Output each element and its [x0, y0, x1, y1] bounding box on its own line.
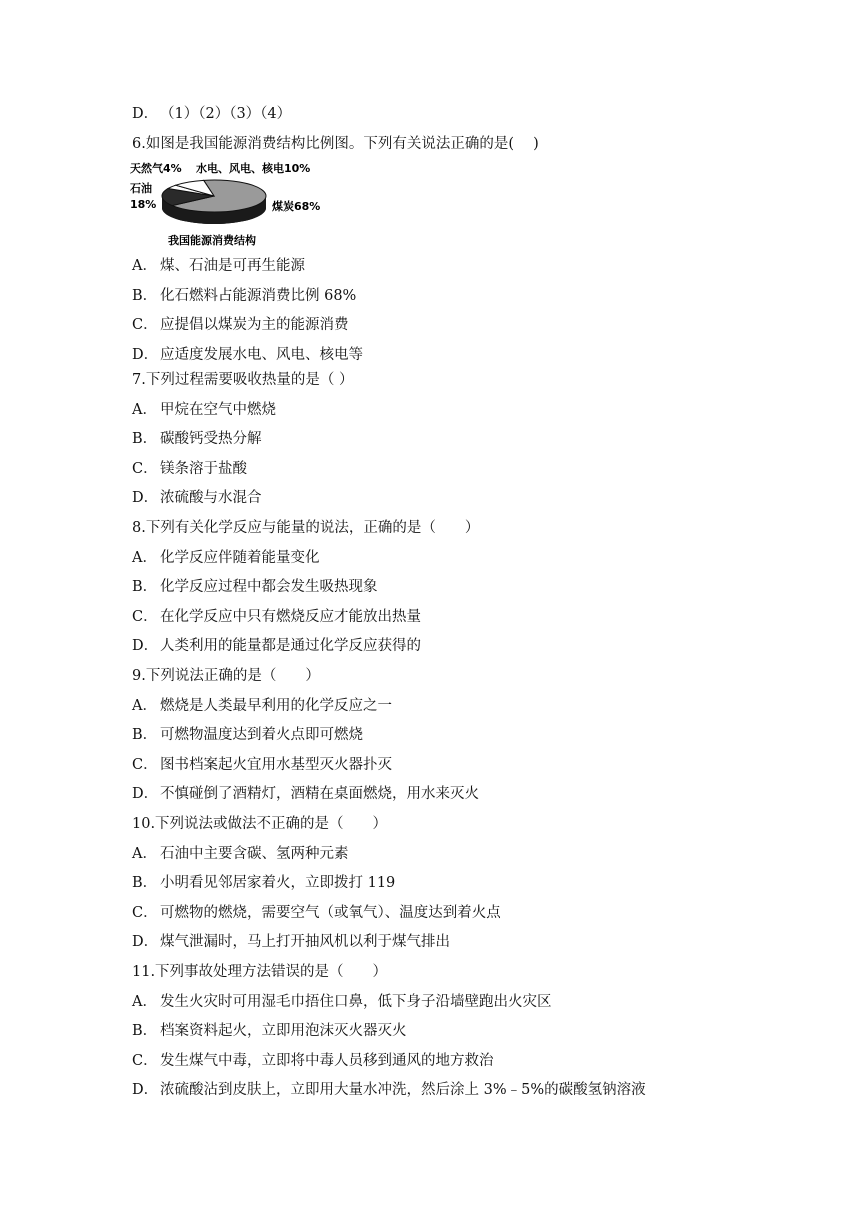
option-text: 化石燃料占能源消费比例 68% [160, 287, 357, 304]
question-11-stem: 11.下列事故处理方法错误的是（ ） [132, 964, 388, 980]
question-7-option-c [132, 458, 247, 480]
q5-option-d [132, 103, 291, 125]
option-letter: B． [132, 875, 158, 891]
option-text: 发生煤气中毒，立即将中毒人员移到通风的地方救治 [160, 1052, 494, 1069]
question-7-option-a [132, 399, 276, 421]
option-letter: C． [132, 317, 158, 333]
chart-title: 我国能源消费结构 [168, 234, 256, 247]
question-10-stem: 10.下列说法或做法不正确的是（ ） [132, 816, 388, 832]
label-hydro: 水电、风电、核电10% [196, 162, 311, 175]
option-text: 档案资料起火，立即用泡沫灭火器灭火 [160, 1023, 407, 1039]
question-8-option-d [132, 635, 421, 657]
question-9-stem: 9.下列说法正确的是（ ） [132, 668, 320, 684]
option-text: 煤气泄漏时，马上打开抽风机以利于煤气排出 [160, 934, 450, 950]
option-letter: C． [132, 1052, 158, 1069]
option-text: 浓硫酸与水混合 [160, 490, 262, 506]
option-letter: D． [132, 786, 159, 802]
question-8-option-b [132, 576, 378, 598]
option-letter: C． [132, 756, 158, 773]
question-7-option-b [132, 428, 262, 450]
question-10-option-b [132, 872, 395, 894]
option-text: 在化学反应中只有燃烧反应才能放出热量 [160, 608, 421, 625]
question-8-option-c [132, 606, 421, 628]
question-9-option-b [132, 724, 363, 746]
question-6-option-b [132, 285, 356, 307]
option-text: 发生火灾时可用湿毛巾捂住口鼻，低下身子沿墙壁跑出火灾区 [160, 993, 552, 1010]
option-text: 浓硫酸沾到皮肤上，立即用大量水冲洗，然后涂上 3%﹣5%的碳酸氢钠溶液 [160, 1082, 646, 1098]
question-10-option-d [132, 931, 450, 953]
option-letter: C． [132, 904, 158, 921]
question-10-option-a [132, 843, 349, 865]
option-letter: B． [132, 287, 158, 304]
option-letter: D． [132, 346, 159, 363]
question-6-option-d [132, 344, 363, 366]
option-text: 化学反应伴随着能量变化 [160, 549, 320, 566]
option-text: 可燃物温度达到着火点即可燃烧 [160, 727, 363, 743]
option-letter: D． [132, 638, 159, 654]
option-letter: C． [132, 608, 158, 625]
option-letter: B． [132, 1023, 158, 1039]
option-text: 不慎碰倒了酒精灯，酒精在桌面燃烧，用水来灭火 [160, 786, 479, 802]
option-letter: D． [132, 490, 159, 506]
label-coal: 煤炭68% [272, 200, 321, 213]
energy-pie-chart [128, 158, 348, 250]
option-letter: A． [132, 258, 157, 274]
question-8-option-a [132, 547, 320, 569]
option-text: 煤、石油是可再生能源 [160, 258, 305, 274]
option-text: 镁条溶于盐酸 [160, 460, 247, 477]
option-text: 应提倡以煤炭为主的能源消费 [160, 317, 349, 333]
option-letter: D． [132, 1082, 159, 1098]
question-6-stem: 6.如图是我国能源消费结构比例图。下列有关说法正确的是( ) [132, 136, 539, 152]
question-7-option-d [132, 487, 262, 509]
pie-top [162, 180, 266, 212]
option-text: 碳酸钙受热分解 [160, 431, 262, 447]
question-6-option-a [132, 255, 305, 277]
option-letter: A． [132, 845, 157, 862]
question-9-option-c [132, 754, 392, 776]
question-11-option-d [132, 1079, 646, 1101]
option-text: 应适度发展水电、风电、核电等 [160, 346, 363, 363]
option-text: 燃烧是人类最早利用的化学反应之一 [160, 697, 392, 714]
option-letter: A． [132, 993, 157, 1010]
option-text: 图书档案起火宜用水基型灭火器扑灭 [160, 756, 392, 773]
question-11-option-c [132, 1050, 494, 1072]
question-10-option-c [132, 902, 501, 924]
question-11-option-a [132, 991, 552, 1013]
option-text: 可燃物的燃烧，需要空气（或氧气）、温度达到着火点 [160, 904, 501, 921]
label-oil-name: 石油 [130, 182, 152, 195]
label-oil-value: 18% [130, 198, 157, 211]
option-text: （1）（2）（3）（4） [160, 106, 292, 122]
option-text: 小明看见邻居家着火，立即拨打 119 [160, 875, 396, 891]
option-letter: D． [132, 934, 159, 950]
option-letter: A． [132, 401, 157, 418]
option-letter: B． [132, 579, 158, 595]
question-9-option-a [132, 695, 392, 717]
option-text: 石油中主要含碳、氢两种元素 [160, 845, 349, 862]
question-6-option-c [132, 314, 349, 336]
question-11-option-b [132, 1020, 407, 1042]
question-8-stem: 8.下列有关化学反应与能量的说法，正确的是（ ） [132, 520, 480, 536]
option-text: 化学反应过程中都会发生吸热现象 [160, 579, 378, 595]
option-letter: D． [132, 106, 159, 122]
label-gas: 天然气4% [130, 162, 182, 175]
option-letter: C． [132, 460, 158, 477]
option-letter: A． [132, 549, 157, 566]
option-text: 甲烷在空气中燃烧 [160, 401, 276, 418]
option-letter: A． [132, 697, 157, 714]
option-letter: B． [132, 727, 158, 743]
option-text: 人类利用的能量都是通过化学反应获得的 [160, 638, 421, 654]
option-letter: B． [132, 431, 158, 447]
question-7-stem: 7.下列过程需要吸收热量的是（ ） [132, 372, 354, 388]
question-9-option-d [132, 783, 479, 805]
